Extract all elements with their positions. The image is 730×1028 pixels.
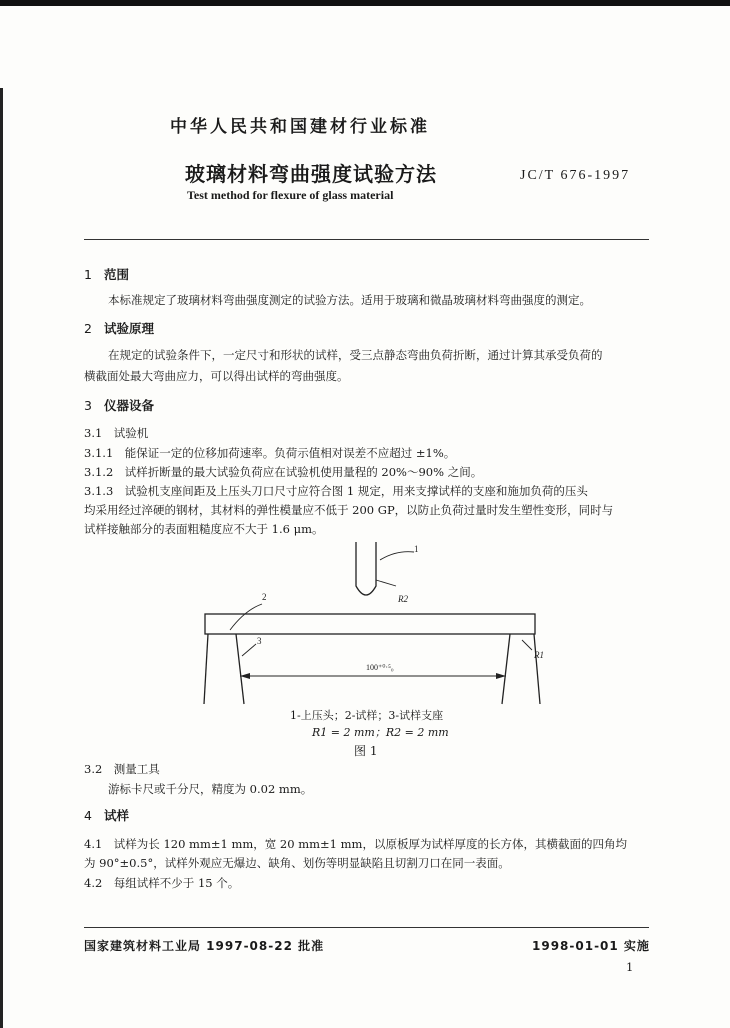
upper-indenter (356, 542, 376, 595)
section-1-text: 本标准规定了玻璃材料弯曲强度测定的试验方法。适用于玻璃和微晶玻璃材料弯曲强度的测定。 (108, 293, 591, 307)
right-support-inner (502, 634, 510, 704)
approval-date: 国家建筑材料工业局 1997-08-22 批准 (84, 939, 325, 953)
issuing-organization: 中华人民共和国建材行业标准 (170, 117, 430, 137)
right-support-outer (534, 634, 540, 704)
page-number: 1 (626, 960, 634, 974)
section-2-title: 试验原理 (104, 321, 155, 336)
section-4-title: 试样 (104, 808, 130, 823)
figure-span-label: 100⁺⁰·⁵₀ (366, 663, 394, 672)
r1-leader (522, 640, 532, 650)
clause-3-1-1: 3.1.1 能保证一定的位移加荷速率。负荷示值相对误差不应超过 ±1%。 (84, 446, 456, 460)
label-2-leader (230, 604, 262, 630)
clause-3-1-3-line1: 3.1.3 试验机支座间距及上压头刀口尺寸应符合图 1 规定，用来支撑试样的支座和施加负荷的压头 (84, 484, 588, 498)
left-support-outer (204, 634, 208, 704)
section-3-heading (84, 396, 154, 414)
document-title-cn: 玻璃材料弯曲强度试验方法 (185, 162, 437, 186)
r2-leader (376, 580, 396, 586)
clause-4-1-line2: 为 90°±0.5°，试样外观应无爆边、缺角、划伤等明显缺陷且切割刀口在同一表面。 (84, 856, 510, 870)
figure-label-1: 1 (414, 544, 419, 554)
left-border (0, 88, 3, 1028)
standard-code: JC/T 676-1997 (520, 168, 631, 183)
clause-4-2: 4.2 每组试样不少于 15 个。 (84, 876, 240, 890)
section-2-text-line1: 在规定的试验条件下，一定尺寸和形状的试样，受三点静态弯曲负荷折断，通过计算其承受负荷的 (108, 348, 603, 362)
figure-label-2: 2 (262, 592, 267, 602)
section-2-heading (84, 319, 154, 337)
section-1-title: 范围 (104, 267, 130, 282)
figure-label-r1: R1 (534, 650, 544, 660)
section-1-number: 1 (84, 267, 92, 282)
left-support-inner (236, 634, 244, 704)
top-border (0, 0, 730, 6)
clause-3-1-3-line3: 试样接触部分的表面粗糙度应不大于 1.6 μm。 (84, 522, 324, 536)
figure-1-radii: R1 = 2 mm；R2 = 2 mm (312, 726, 449, 739)
section-4-heading (84, 806, 129, 824)
section-3-title: 仪器设备 (104, 398, 155, 413)
specimen (205, 614, 535, 634)
figure-1-legend: 1-上压头；2-试样；3-试样支座 (290, 709, 444, 722)
header-rule (84, 239, 649, 240)
clause-4-1-line1: 4.1 试样为长 120 mm±1 mm，宽 20 mm±1 mm，以原板厚为试样厚度的长方体，其横截面的四角均 (84, 837, 627, 851)
clause-3-2-text: 游标卡尺或千分尺，精度为 0.02 mm。 (108, 782, 313, 796)
figure-label-r2: R2 (398, 594, 408, 604)
section-1-heading (84, 265, 129, 283)
section-2-text-line2: 横截面处最大弯曲应力，可以得出试样的弯曲强度。 (84, 369, 349, 383)
figure-1-caption: 图 1 (354, 744, 378, 758)
section-3-number: 3 (84, 398, 92, 413)
section-4-number: 4 (84, 808, 92, 823)
implementation-date: 1998-01-01 实施 (532, 939, 650, 953)
label-1-leader (380, 552, 414, 560)
clause-3-1: 3.1 试验机 (84, 426, 149, 440)
clause-3-1-2: 3.1.2 试样折断量的最大试验负荷应在试验机使用量程的 20%～90% 之间。 (84, 465, 483, 479)
label-3-leader (242, 644, 256, 656)
document-title-en: Test method for flexure of glass material (187, 188, 394, 202)
figure-label-3: 3 (257, 636, 262, 646)
section-2-number: 2 (84, 321, 92, 336)
clause-3-1-3-line2: 均采用经过淬硬的钢材，其材料的弹性模量应不低于 200 GP，以防止负荷过量时发生塑性变形，同时与 (84, 503, 614, 517)
clause-3-2: 3.2 测量工具 (84, 762, 160, 776)
footer-rule (84, 927, 649, 928)
